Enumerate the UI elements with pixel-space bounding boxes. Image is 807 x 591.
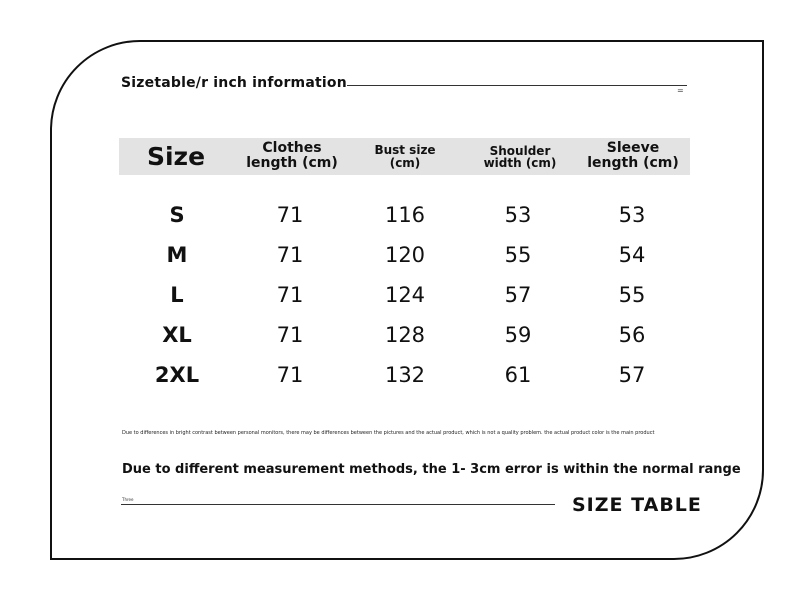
title-mark: = (677, 86, 684, 95)
cell-sleeve-length: 55 (618, 283, 646, 307)
table-row (0, 239, 807, 279)
cell-bust-size: 128 (384, 323, 426, 347)
header-sleeve-line2: length (cm) (587, 155, 679, 171)
cell-shoulder-width: 55 (504, 243, 532, 267)
header-sleeve-length (583, 141, 683, 171)
cell-sleeve-length: 56 (618, 323, 646, 347)
title-divider (347, 85, 687, 86)
cell-size: XL (162, 323, 192, 347)
cell-size: S (169, 203, 185, 227)
table-row (0, 199, 807, 239)
header-shoulder-line1: Shoulder (489, 144, 551, 158)
cell-shoulder-width: 61 (504, 363, 532, 387)
cell-sleeve-length: 54 (618, 243, 646, 267)
header-bust-line1: Bust size (374, 143, 436, 157)
cell-clothes-length: 71 (276, 203, 304, 227)
cell-size: 2XL (154, 363, 200, 387)
page-title: Sizetable/r inch information (121, 75, 347, 91)
table-row (0, 319, 807, 359)
header-bust-size (364, 144, 446, 170)
cell-shoulder-width: 57 (504, 283, 532, 307)
cell-bust-size: 124 (384, 283, 426, 307)
header-size: Size (146, 142, 206, 171)
header-clothes-line2: length (cm) (246, 155, 338, 171)
size-table-body (0, 199, 807, 399)
footer-mark: Three (122, 497, 134, 502)
cell-bust-size: 120 (384, 243, 426, 267)
cell-clothes-length: 71 (276, 363, 304, 387)
cell-bust-size: 116 (384, 203, 426, 227)
cell-clothes-length: 71 (276, 323, 304, 347)
footer-divider (121, 504, 555, 505)
cell-clothes-length: 71 (276, 243, 304, 267)
header-shoulder-width (478, 145, 562, 169)
cell-clothes-length: 71 (276, 283, 304, 307)
cell-size: M (166, 243, 188, 267)
header-clothes-length (244, 141, 340, 171)
header-shoulder-line2: width (cm) (483, 156, 557, 170)
monitor-disclaimer: Due to differences in bright contrast between personal monitors, there may be differences between the pictures and the actual product, which is not a quality problem. the actual product color is the main product (122, 430, 655, 436)
header-sleeve-line1: Sleeve (606, 140, 660, 156)
size-table-label: SIZE TABLE (572, 494, 702, 516)
table-row (0, 279, 807, 319)
cell-bust-size: 132 (384, 363, 426, 387)
measurement-error-note: Due to different measurement methods, the 1- 3cm error is within the normal range (122, 462, 741, 477)
cell-sleeve-length: 57 (618, 363, 646, 387)
header-clothes-line1: Clothes (262, 140, 322, 156)
table-row (0, 359, 807, 399)
cell-shoulder-width: 59 (504, 323, 532, 347)
cell-sleeve-length: 53 (618, 203, 646, 227)
cell-size: L (170, 283, 184, 307)
cell-shoulder-width: 53 (504, 203, 532, 227)
header-bust-line2: (cm) (389, 156, 421, 170)
